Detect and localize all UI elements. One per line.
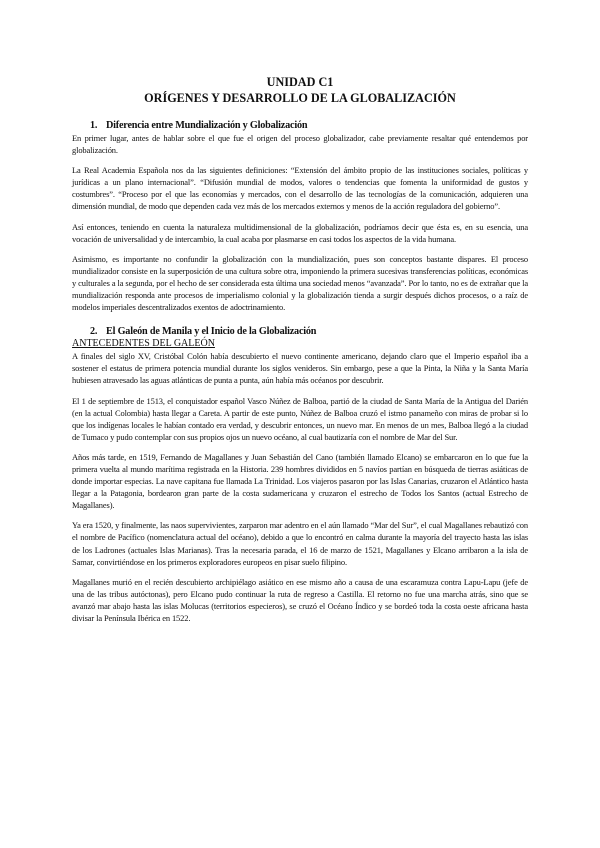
section-number-2: 2. — [90, 326, 98, 338]
section-heading-2 — [72, 325, 528, 338]
paragraph: La Real Academia Española nos da las siguientes definiciones: “Extensión del ámbito propio de las instituciones sociales, políticas y jurídicas a un plano internacional”. “Difusión mundial de modos, valores o tendencias que fomenta la uniformidad de gustos y costumbres”. “Proceso por el que las economías y mercados, con el desarrollo de las tecnologías de la comunicación, adquieren una dimensión mundial, de modo que dependen cada vez más de los mercados externos y menos de la acción reguladora del gobierno”. — [72, 165, 528, 212]
paragraph: Asimismo, es importante no confundir la globalización con la mundialización, pues son conceptos bastante dispares. El proceso mundializador consiste en la superposición de una cultura sobre otra, imponiendo la primera sucesivas transferencias políticas, económicas y culturales a la segunda, por el hecho de ser considerada esta última una sociedad menos “avanzada”. Por lo tanto, no es de extrañar que la mundialización responda ante procesos de imperialismo colonial y la globalización tienda a surgir después dichos procesos, o a raíz de modelos imperiales descentralizados exentos de adoctrinamiento. — [72, 253, 528, 313]
paragraph: Años más tarde, en 1519, Fernando de Magallanes y Juan Sebastián del Cano (también llamado Elcano) se embarcaron en lo que fue la primera vuelta al mundo marítima registrada en la Historia. 239 hombres divididos en 5 navíos partían en búsqueda de tierras asiáticas de donde importar especias. La nave capitana fue llamada La Trinidad. Los viajeros pasaron por las Islas Canarias, cruzaron el Atlántico hasta llegar a la Patagonia, bordearon gran parte de la costa sudamericana y cruzaron el estrecho de Todos los Santos (actual Estrecho de Magallanes). — [72, 451, 528, 511]
paragraph: En primer lugar, antes de hablar sobre el que fue el origen del proceso globalizador, cabe previamente resaltar qué entendemos por globalización. — [72, 133, 528, 156]
unit-title: UNIDAD C1 — [266, 75, 334, 89]
document-page — [72, 74, 528, 632]
section-heading-1 — [72, 119, 528, 132]
paragraph: A finales del siglo XV, Cristóbal Colón había descubierto el nuevo continente americano, dejando claro que el Imperio español iba a sostener el estatus de primera potencia mundial durante los siglos venideros. Sin embargo, pese a que la Pinta, la Niña y la Santa María hubiesen atravesado las aguas atlánticas de punta a punta, aún había más océanos por descubrir. — [72, 351, 528, 386]
section-number-1: 1. — [90, 120, 98, 131]
document-title: ORÍGENES Y DESARROLLO DE LA GLOBALIZACIÓN — [144, 91, 456, 105]
paragraph: Así entonces, teniendo en cuenta la naturaleza multidimensional de la globalización, podríamos decir que ésta es, en su esencia, una vocación de universalidad y de intercambio, la cual acaba por plasmarse en casi todos los aspectos de la vida humana. — [72, 221, 528, 244]
paragraph: Ya era 1520, y finalmente, las naos supervivientes, zarparon mar adentro en el aún llamado “Mar del Sur”, el cual Magallanes rebautizó con el nombre de Pacífico (nomenclatura actual del océano), debido a que lo encontró en calma durante la mayoría del trayecto hasta las islas de los Ladrones (actuales Islas Marianas). Tras la necesaria parada, el 16 de marzo de 1521, Magallanes y Elcano arribaron a la isla de Samar, convirtiéndose en los primeros exploradores europeos en pisar suelo filipino. — [72, 520, 528, 567]
subsection-heading: ANTECEDENTES DEL GALEÓN — [72, 338, 215, 350]
section-title-1: Diferencia entre Mundialización y Globalización — [106, 120, 308, 131]
paragraph: El 1 de septiembre de 1513, el conquistador español Vasco Núñez de Balboa, partió de la ciudad de Santa María de la Antigua del Darién (en la actual Colombia) hasta llegar a Careta. A partir de este punto, Núñez de Balboa cruzó el istmo panameño con miras de probar si lo que los indígenas locales le habían contado era verdad, y descubrir entonces, un nuevo mar. En menos de un mes, Balboa llegó a la ciudad de Tumaco y pudo contemplar con sus propios ojos un nuevo océano, al cual bautizaría con el nombre de Mar del Sur. — [72, 395, 528, 442]
paragraph: Magallanes murió en el recién descubierto archipiélago asiático en ese mismo año a causa de una escaramuza contra Lapu-Lapu (jefe de una de las tribus autóctonas), pero Elcano pudo continuar la ruta de regreso a Castilla. El retorno no fue una marcha atrás, sino que se avanzó mar abajo hasta las islas Molucas (territorios especieros), se cruzó el Océano Índico y se bordeó toda la costa oeste africana hasta divisar la Península Ibérica en 1522. — [72, 576, 528, 623]
section-title-2: El Galeón de Manila y el Inicio de la Globalización — [106, 326, 317, 338]
